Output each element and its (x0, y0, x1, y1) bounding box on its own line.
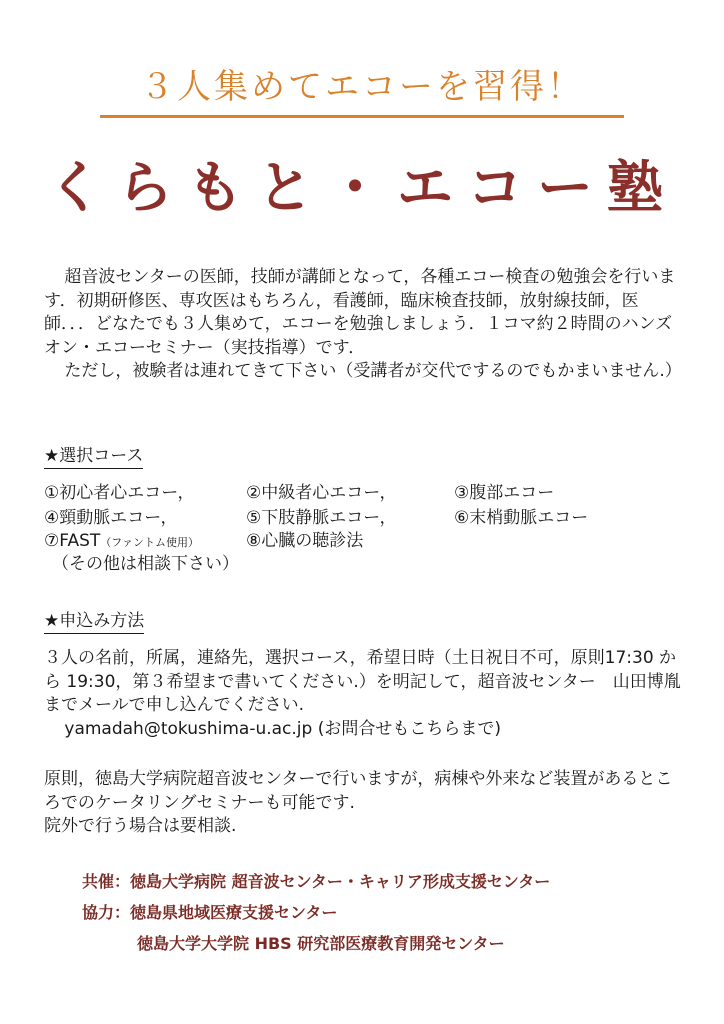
apply-heading: ★申込み方法 (44, 610, 144, 634)
email-line (44, 718, 684, 742)
cooperation-credit: 協力：徳島県地域医療支援センター (82, 903, 338, 922)
apply-paragraph (44, 647, 684, 741)
course-item: ⑤下肢静脈エコー， (246, 508, 397, 528)
courses-heading: ★選択コース (44, 445, 143, 469)
cooperation-credit-2: 徳島大学大学院 HBS 研究部医療教育開発センター (137, 934, 505, 953)
course-item-label: ⑦FAST (44, 531, 101, 551)
course-item-fast (44, 530, 199, 554)
course-item: ⑧心臓の聴診法 (246, 531, 364, 551)
contact-note: (お問合せもこちらまで) (317, 718, 501, 739)
course-item: ②中級者心エコー， (246, 483, 397, 503)
sponsor-credit: 共催：徳島大学病院 超音波センター・キャリア形成支援センター (82, 872, 551, 891)
venue-paragraph (44, 768, 684, 839)
course-item: ⑥末梢動脈エコー (454, 508, 589, 528)
courses-note: （その他は相談下さい） (52, 554, 239, 574)
course-item: ③腹部エコー (454, 483, 555, 503)
venue-text-2: 院外で行う場合は要相談. (44, 816, 237, 836)
intro-text-1: 超音波センターの医師，技師が講師となって，各種エコー検査の勉強会を行います．初期研修医、専攻医はもちろん，看護師，臨床検査技師，放射線技師，医師．．．どなたでも３人集めて，エコーを勉強しましょう．１コマ約２時間のハンズオン・エコーセミナー（実技指導）です． (44, 267, 676, 358)
course-item: ④頸動脈エコー， (44, 508, 178, 528)
apply-text: ３人の名前，所属，連絡先，選択コース，希望日時（土日祝日不可，原則17:30 から 19:30，第３希望まで書いてください.）を明記して，超音波センター 山田博胤までメールで申し込んでください. (44, 648, 681, 715)
headline: ３人集めてエコーを習得！ (140, 67, 584, 107)
page-title: くらもと・エコー塾 (47, 155, 677, 221)
course-item: ①初心者心エコー， (44, 483, 195, 503)
headline-underline (100, 115, 624, 118)
intro-paragraph (44, 266, 684, 384)
contact-email: yamadah@tokushima-u.ac.jp (64, 718, 313, 739)
intro-text-2: ただし，被験者は連れてきて下さい（受講者が交代でするのでもかまいません.） (64, 361, 682, 381)
fast-note: （ファントム使用） (100, 536, 200, 549)
venue-text-1: 原則，徳島大学病院超音波センターで行いますが，病棟や外来など装置があるところでのケータリングセミナーも可能です. (44, 769, 673, 813)
